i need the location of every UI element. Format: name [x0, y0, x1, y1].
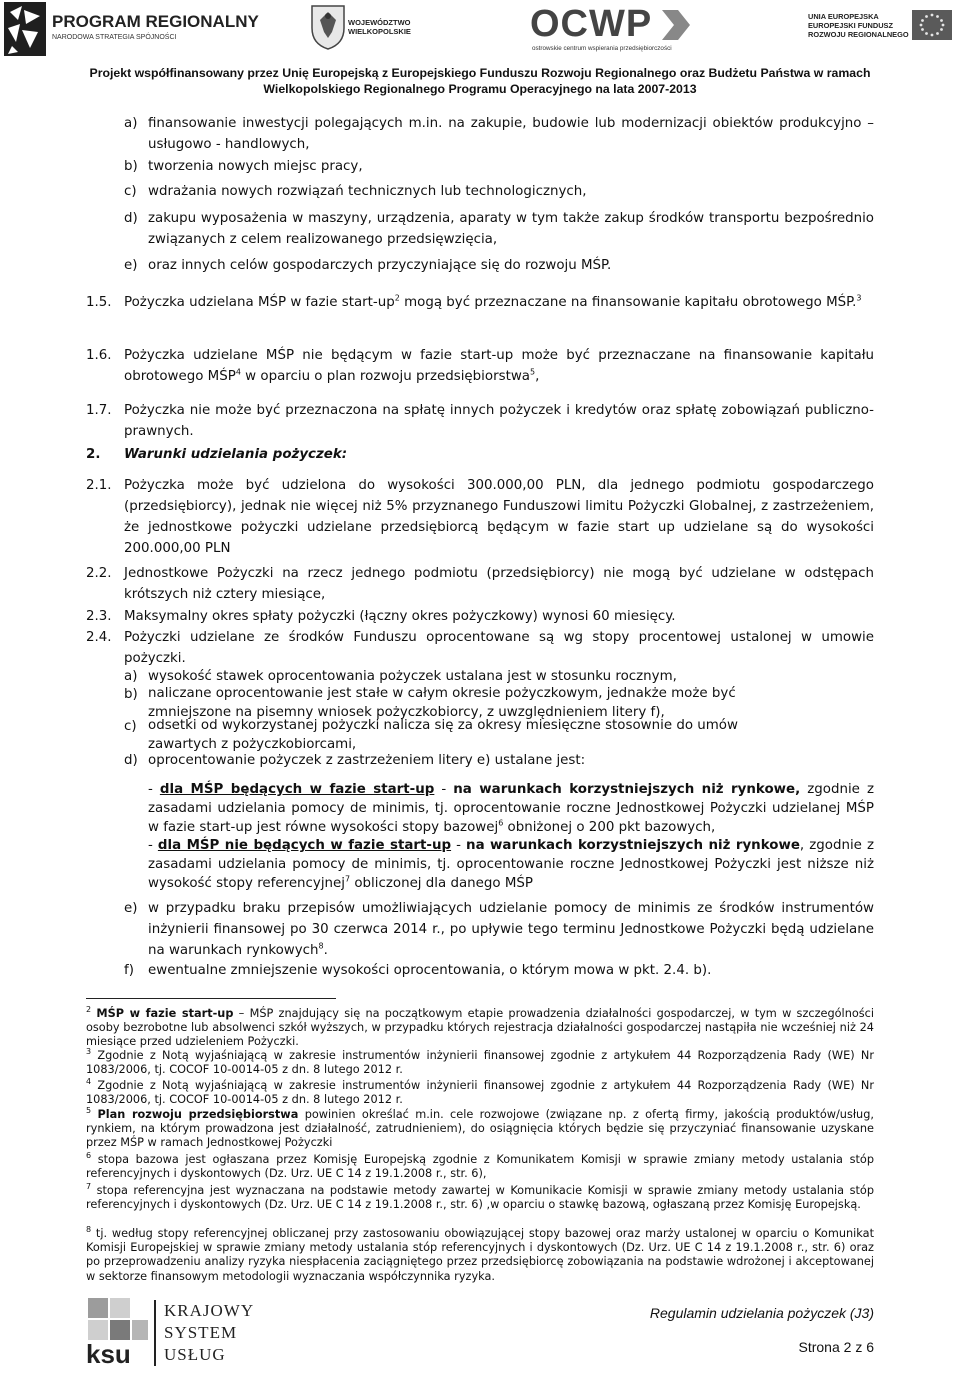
section-number: 2.4. — [86, 630, 112, 645]
list-item-text: naliczane oprocentowanie jest stałe w całym okresie pożyczkowym, jednakże może być zmniejszone na pisemny wniosek pożyczkobiorcy, z uwzględnieniem litery f), — [148, 686, 736, 720]
list-item-text: oprocentowanie pożyczek z zastrzeżeniem litery e) ustalane jest: — [148, 753, 586, 768]
list-item-label: a) — [124, 669, 138, 684]
list-item-label: b) — [124, 159, 138, 174]
section-number: 1.7. — [86, 403, 112, 418]
wojewodztwo-logo — [310, 4, 420, 56]
footnote-2: $^2$ MŚP w fazie start-up – MŚP znajdujący się na początkowym etapie prowadzenia działalności gospodarczej, w tym w szczególności osoby bezrobotne lub absolwenci szkół wyższych, w przypadku których rejestracja działalności gospodarczej nastąpiła nie wcześniej niż 24 miesiące przed udzieleniem Pożyczki. — [86, 1005, 874, 1049]
list-item-label: c) — [124, 184, 137, 199]
list-item-label: e) — [124, 901, 138, 916]
section-2-4-text: Pożyczki udzielane ze środków Funduszu oprocentowane są wg stopy procentowej ustalonej w umowie pożyczki. — [124, 630, 874, 666]
list-item-text: zakupu wyposażenia w maszyny, urządzenia, aparaty w tym także zakup środków transportu bezpośrednio związanych z celem realizowanego przedsięwzięcia, — [148, 211, 874, 247]
section-number: 1.5. — [86, 295, 112, 310]
list-item-text: oraz innych celów gospodarczych przyczyniające się do rozwoju MŚP. — [148, 258, 612, 273]
list-item-label: a) — [124, 116, 138, 131]
list-item-text: tworzenia nowych miejsc pracy, — [148, 159, 363, 174]
ocwp-arrow-icon — [658, 8, 692, 42]
footnote-8: $^8$ tj. według stopy referencyjnej obliczanej przy zastosowaniu obowiązującej stopy bazowej oraz marży ustalonej w oparciu o Komunikat Komisji Europejskiej w sprawie zmiany metody ustalania stóp referencyjnych i dyskontowych (Dz. Urz. UE C 14 z 19.1.2008 r., str. 6) oraz po przeprowadzeniu analizy ryzyka niespłacenia zaciągniętego przez przedsiębiorcę zobowiązania na podstawie wdrożonej i akceptowanej w sektorze finansowym metodologii wyznaczania współczynnika ryzyka. — [86, 1225, 874, 1283]
eu-flag-icon — [912, 10, 952, 40]
list-item-text: wdrażania nowych rozwiązań technicznych lub technologicznych, — [148, 184, 587, 199]
header — [0, 0, 960, 106]
section-1-6-text: Pożyczka udzielane MŚP nie będącym w fazie start-up może być przeznaczane na finansowanie kapitału obrotowego MŚP$^4$ w oparciu o plan rozwoju przedsiębiorstwa$^5$, — [124, 348, 874, 384]
footnote-4: $^4$ Zgodnie z Notą wyjaśniającą w zakresie instrumentów inżynierii finansowej zgodnie z artykułem 44 Rozporządzenia Rady (WE) Nr 1083/2006, tj. COCOF 10-0014-05 z dn. 8 lutego 2012 r. — [86, 1077, 874, 1107]
section-2-2-text: Jednostkowe Pożyczki na rzecz jednego podmiotu (przedsiębiorcy) nie mogą być udzielane w odstępach krótszych niż cztery miesiące, — [124, 566, 874, 602]
ksu-divider — [154, 1300, 156, 1366]
program-regionalny-title: PROGRAM REGIONALNY — [52, 12, 259, 31]
coat-of-arms-icon — [310, 4, 346, 50]
list-item-label: b) — [124, 687, 138, 702]
rate-non-startup-paragraph: - dla MŚP nie będących w fazie start-up - na warunkach korzystniejszych niż rynkowe, zgodnie z zasadami udzielania pomocy de minimis, tj. oprocentowanie roczne Jednostkowej Pożyczki jest niższe niż wysokość stopy referencyjnej$^7$ obliczonej dla danego MŚP — [148, 838, 874, 891]
footnote-separator — [86, 998, 336, 999]
program-regionalny-logo — [4, 2, 259, 58]
list-item-text: wysokość stawek oprocentowania pożyczek ustalana jest w stosunku rocznym, — [148, 669, 677, 684]
program-regionalny-icon — [4, 2, 46, 56]
list-item-label: d) — [124, 211, 138, 226]
unia-line-3: ROZWOJU REGIONALNEGO — [808, 30, 909, 39]
unia-europejska-logo — [808, 10, 954, 50]
ocwp-subtitle: ostrowskie centrum wspierania przedsiębiorczości — [532, 45, 672, 52]
ksu-mark: ksu — [86, 1339, 131, 1369]
unia-line-1: UNIA EUROPEJSKA — [808, 12, 879, 21]
section-2-3-text: Maksymalny okres spłaty pożyczki (łączny okres pożyczkowy) wynosi 60 miesięcy. — [124, 609, 676, 624]
section-1-7-text: Pożyczka nie może być przeznaczona na spłatę innych pożyczek i kredytów oraz spłatę zobowiązań publiczno-prawnych. — [124, 403, 874, 439]
ksu-line-2: SYSTEM — [164, 1323, 238, 1342]
wojewodztwo-text: WOJEWÓDZTWO WIELKOPOLSKIE — [348, 18, 411, 36]
list-item-label: d) — [124, 753, 138, 768]
startup-label: dla MŚP będących w fazie start-up — [159, 782, 435, 797]
program-regionalny-subtitle: NARODOWA STRATEGIA SPÓJNOŚCI — [52, 34, 177, 41]
list-item-label: f) — [124, 963, 134, 978]
list-item-label: c) — [124, 719, 137, 734]
footnote-7: $^7$ stopa referencyjna jest wyznaczana na podstawie metody zawartej w Komunikacie Komisji w sprawie zmiany metody ustalania stóp referencyjnych i dyskontowych (Dz. Urz. UE C 14 z 19.1.2008 r., str. 6) ,w oparciu o stawkę bazową, ogłaszaną przez Komisję Europejską. — [86, 1182, 874, 1212]
project-line-1: Projekt współfinansowany przez Unię Europejską z Europejskiego Funduszu Rozwoju Regionalnego oraz Budżetu Państwa w ramach — [89, 66, 871, 80]
ocwp-logo — [530, 4, 695, 56]
section-number: 2. — [86, 447, 101, 462]
footnote-6: $^6$ stopa bazowa jest ogłaszana przez Komisję Europejską zgodnie z Komunikatem Komisji w sprawie zmiany metody ustalania stóp referencyjnych i dyskontowych (Dz. Urz. UE C 14 z 19.1.2008 r., str. 6), — [86, 1151, 874, 1181]
footnote-3: $^3$ Zgodnie z Notą wyjaśniającą w zakresie instrumentów inżynierii finansowej zgodnie z artykułem 44 Rozporządzenia Rady (WE) Nr 1083/2006, tj. COCOF 10-0014-05 z dn. 8 lutego 2012 r. — [86, 1047, 874, 1077]
project-line-2: Wielkopolskiego Regionalnego Programu Operacyjnego na lata 2007-2013 — [263, 82, 697, 96]
document-title: Regulamin udzielania pożyczek (J3) — [649, 1305, 874, 1321]
list-item-text: w przypadku braku przepisów umożliwiających udzielanie pomocy de minimis ze środków instrumentów inżynierii finansowej po 30 czerwca 2014 r., po upływie tego terminu Jednostkowe Pożyczki będą udzielane na warunkach rynkowych$^8$. — [148, 901, 874, 958]
section-number: 1.6. — [86, 348, 112, 363]
page-number: Strona 2 z 6 — [798, 1339, 874, 1355]
section-2-1-text: Pożyczka może być udzielona do wysokości 300.000,00 PLN, dla jednego podmiotu gospodarczego (przedsiębiorcy), jednak nie więcej niż 5% przyznanego Funduszowi limitu Pożyczki Globalnej, z zastrzeżeniem, że jednostkowe pożyczki udzielane przedsiębiorcą będącym w fazie start up udzielane są do wysokości 200.000,00 PLN — [124, 478, 874, 556]
unia-line-2: EUROPEJSKI FUNDUSZ — [808, 21, 894, 30]
list-item-label: e) — [124, 258, 138, 273]
list-item-text: odsetki od wykorzystanej pożyczki nalicza się za okresy miesięczne stosownie do umów zawartych z pożyczkobiorcami, — [148, 718, 738, 752]
ksu-logo — [86, 1296, 266, 1370]
list-item-text: finansowanie inwestycji polegających m.in. na zakupie, budowie lub modernizacji obiektów produkcyjno – usługowo - handlowych, — [148, 116, 874, 152]
section-2-heading: Warunki udzielania pożyczek: — [124, 447, 348, 462]
ocwp-title: OCWP — [530, 3, 653, 45]
ksu-line-1: KRAJOWY — [164, 1301, 255, 1320]
ksu-line-3: USŁUG — [164, 1345, 226, 1364]
section-1-5-text: Pożyczka udzielana MŚP w fazie start-$up^2$ mogą być przeznaczane na finansowanie kapitału obrotowego MŚP.$^3$ — [124, 293, 862, 310]
section-number: 2.2. — [86, 566, 112, 581]
section-number: 2.1. — [86, 478, 112, 493]
rate-startup-paragraph: - dla MŚP będących w fazie start-up - na warunkach korzystniejszych niż rynkowe, zgodnie z zasadami udzielania pomocy de minimis, tj. oprocentowanie roczne Jednostkowej Pożyczki udzielanej MŚP w fazie start-up jest równe wysokości stopy bazowej$^6$ obniżonej o 200 pkt bazowych, — [148, 782, 874, 835]
section-number: 2.3. — [86, 609, 112, 624]
non-startup-label: dla MŚP nie będących w fazie start-up — [157, 838, 452, 853]
footnote-5: $^5$ Plan rozwoju przedsiębiorstwa powinien określać m.in. cele rozwojowe (związane np. z ofertą firmy, jakością produktów/usług, rynkiem, na którym prowadzona jest działalność, zatrudnieniem), do osiągnięcia których będzie się przyczyniać finansowanie uzyskane przez MŚP w ramach Jednostkowej Pożyczki — [86, 1106, 874, 1150]
list-item-text: ewentualne zmniejszenie wysokości oprocentowania, o którym mowa w pkt. 2.4. b). — [148, 963, 712, 978]
